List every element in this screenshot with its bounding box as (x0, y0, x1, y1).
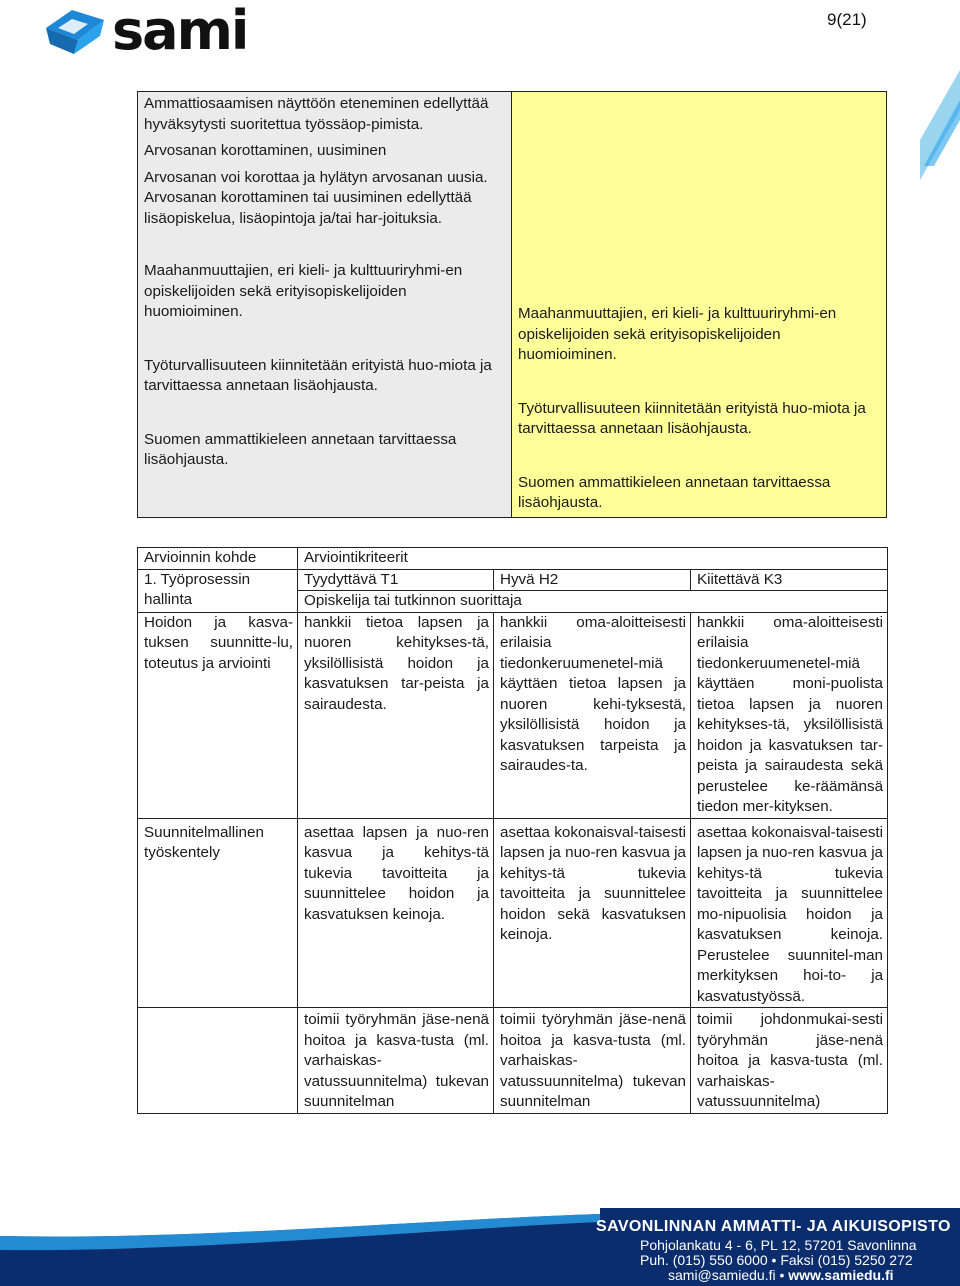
table-row (138, 818, 888, 1008)
note-immigrants: Maahanmuuttajien, eri kieli- ja kulttuuriryhmi-en opiskelijoiden sekä erityisopiskelijoiden huomioiminen. (144, 262, 463, 320)
table-header-row (138, 548, 888, 570)
note-language-right: Suomen ammattikieleen annetaan tarvittaessa lisäohjausta. (518, 473, 831, 511)
footer-website[interactable]: www.samiedu.fi (788, 1267, 894, 1283)
footer-contacts (668, 1267, 894, 1283)
subheader: Opiskelija tai tutkinnon suorittaja (298, 591, 888, 613)
right-notes-column (512, 92, 886, 517)
row-h2: toimii työryhmän jäse-nenä hoitoa ja kasva-tusta (ml. varhaiskas-vatussuunnitelma) tukevan suunnitelman (494, 1008, 691, 1114)
note-language: Suomen ammattikieleen annetaan tarvittaessa lisäohjausta. (144, 430, 457, 468)
header-criteria: Arviointikriteerit (298, 548, 888, 570)
note-safety: Työturvallisuuteen kiinnitetään erityistä huo-miota ja tarvittaessa annetaan lisäohjausta. (144, 356, 492, 394)
row-h2: hankkii oma-aloitteisesti erilaisia tiedonkeruumenetel-miä käyttäen tietoa lapsen ja nuoren kehi-tyksestä, yksilöllisistä hoidon ja kasvatuksen tarpeista ja sairaudes-ta. (494, 612, 691, 818)
row-t1: hankkii tietoa lapsen ja nuoren kehitykses-tä, yksilöllisistä hoidon ja kasvatuksen tar-peista ja sairaudesta. (298, 612, 494, 818)
row-k3: toimii johdonmukai-sesti työryhmän jäse-nenä hoitoa ja kasva-tusta (ml. varhaiskas-vatussuunnitelma) (691, 1008, 888, 1114)
left-notes-column (138, 92, 512, 517)
footer-address: Pohjolankatu 4 - 6, PL 12, 57201 Savonlinna (640, 1237, 917, 1253)
row-target: Hoidon ja kasva-tuksen suunnitte-lu, toteutus ja arviointi (138, 612, 298, 818)
assessment-notes-box (137, 91, 887, 518)
row-target: Suunnitelmallinen työskentely (138, 818, 298, 1008)
note-grade-raise: Arvosanan voi korottaa ja hylätyn arvosanan uusia. Arvosanan korottaminen tai uusiminen edellyttää lisäopiskelua, lisäopintoja ja/tai har-joituksia. (144, 168, 488, 227)
level-t1: Tyydyttävä T1 (298, 569, 494, 591)
level-h2: Hyvä H2 (494, 569, 691, 591)
note-grade-title: Arvosanan korottaminen, uusiminen (144, 142, 387, 159)
logo-cube-icon (44, 6, 106, 56)
section-title: 1. Työprosessin hallinta (138, 569, 298, 612)
corner-stripe-decoration (920, 70, 960, 210)
criteria-table (137, 547, 888, 1114)
footer-school-name: SAVONLINNAN AMMATTI- JA AIKUISOPISTO (596, 1218, 951, 1235)
footer-phone: Puh. (015) 550 6000 • Faksi (015) 5250 272 (640, 1252, 913, 1268)
table-row (138, 612, 888, 818)
note-immigrants-right: Maahanmuuttajien, eri kieli- ja kulttuuriryhmi-en opiskelijoiden sekä erityisopiskelijoiden huomioiminen. (518, 305, 837, 363)
table-levels-row (138, 569, 888, 591)
header-target: Arvioinnin kohde (138, 548, 298, 570)
note-work-practice: Ammattiosaamisen näyttöön eteneminen edellyttää hyväksytysti suoritettua työssäop-pimista. (144, 95, 489, 133)
row-h2: asettaa kokonaisval-taisesti lapsen ja nuo-ren kasvua ja kehitys-tä tukevia tavoitteita ja suunnittelee hoidon sekä kasvatuksen keinoja. (494, 818, 691, 1008)
row-t1: asettaa lapsen ja nuo-ren kasvua ja kehitys-tä tukevia tavoitteita ja suunnittelee hoidon ja kasvatuksen keinoja. (298, 818, 494, 1008)
row-t1: toimii työryhmän jäse-nenä hoitoa ja kasva-tusta (ml. varhaiskas-vatussuunnitelma) tukevan suunnitelman (298, 1008, 494, 1114)
row-k3: hankkii oma-aloitteisesti erilaisia tiedonkeruumenetel-miä käyttäen moni-puolista tietoa lapsen ja nuoren kehitykses-tä, yksilöllisistä hoidon ja kasvatuksen tar-peista ja sairaudesta sekä perustelee ke-räämänsä tiedon mer-kityksen. (691, 612, 888, 818)
footer-wave-decoration (0, 1200, 600, 1286)
row-k3: asettaa kokonaisval-taisesti lapsen ja nuo-ren kasvua ja kehitys-tä tukevia tavoitteita ja suunnittelee mo-nipuolisia hoidon ja kasvatuksen keinoja. Perustelee suunnitel-man merkityksen hoi-to- ja kasvatustyössä. (691, 818, 888, 1008)
row-target (138, 1008, 298, 1114)
page-number: 9(21) (827, 10, 867, 29)
table-row (138, 1008, 888, 1114)
logo-wordmark: sami (112, 0, 248, 62)
note-safety-right: Työturvallisuuteen kiinnitetään erityistä huo-miota ja tarvittaessa annetaan lisäohjausta. (518, 399, 866, 437)
footer (0, 1200, 960, 1286)
sami-logo (44, 0, 254, 62)
level-k3: Kiitettävä K3 (691, 569, 888, 591)
footer-email[interactable]: sami@samiedu.fi • (668, 1267, 785, 1283)
